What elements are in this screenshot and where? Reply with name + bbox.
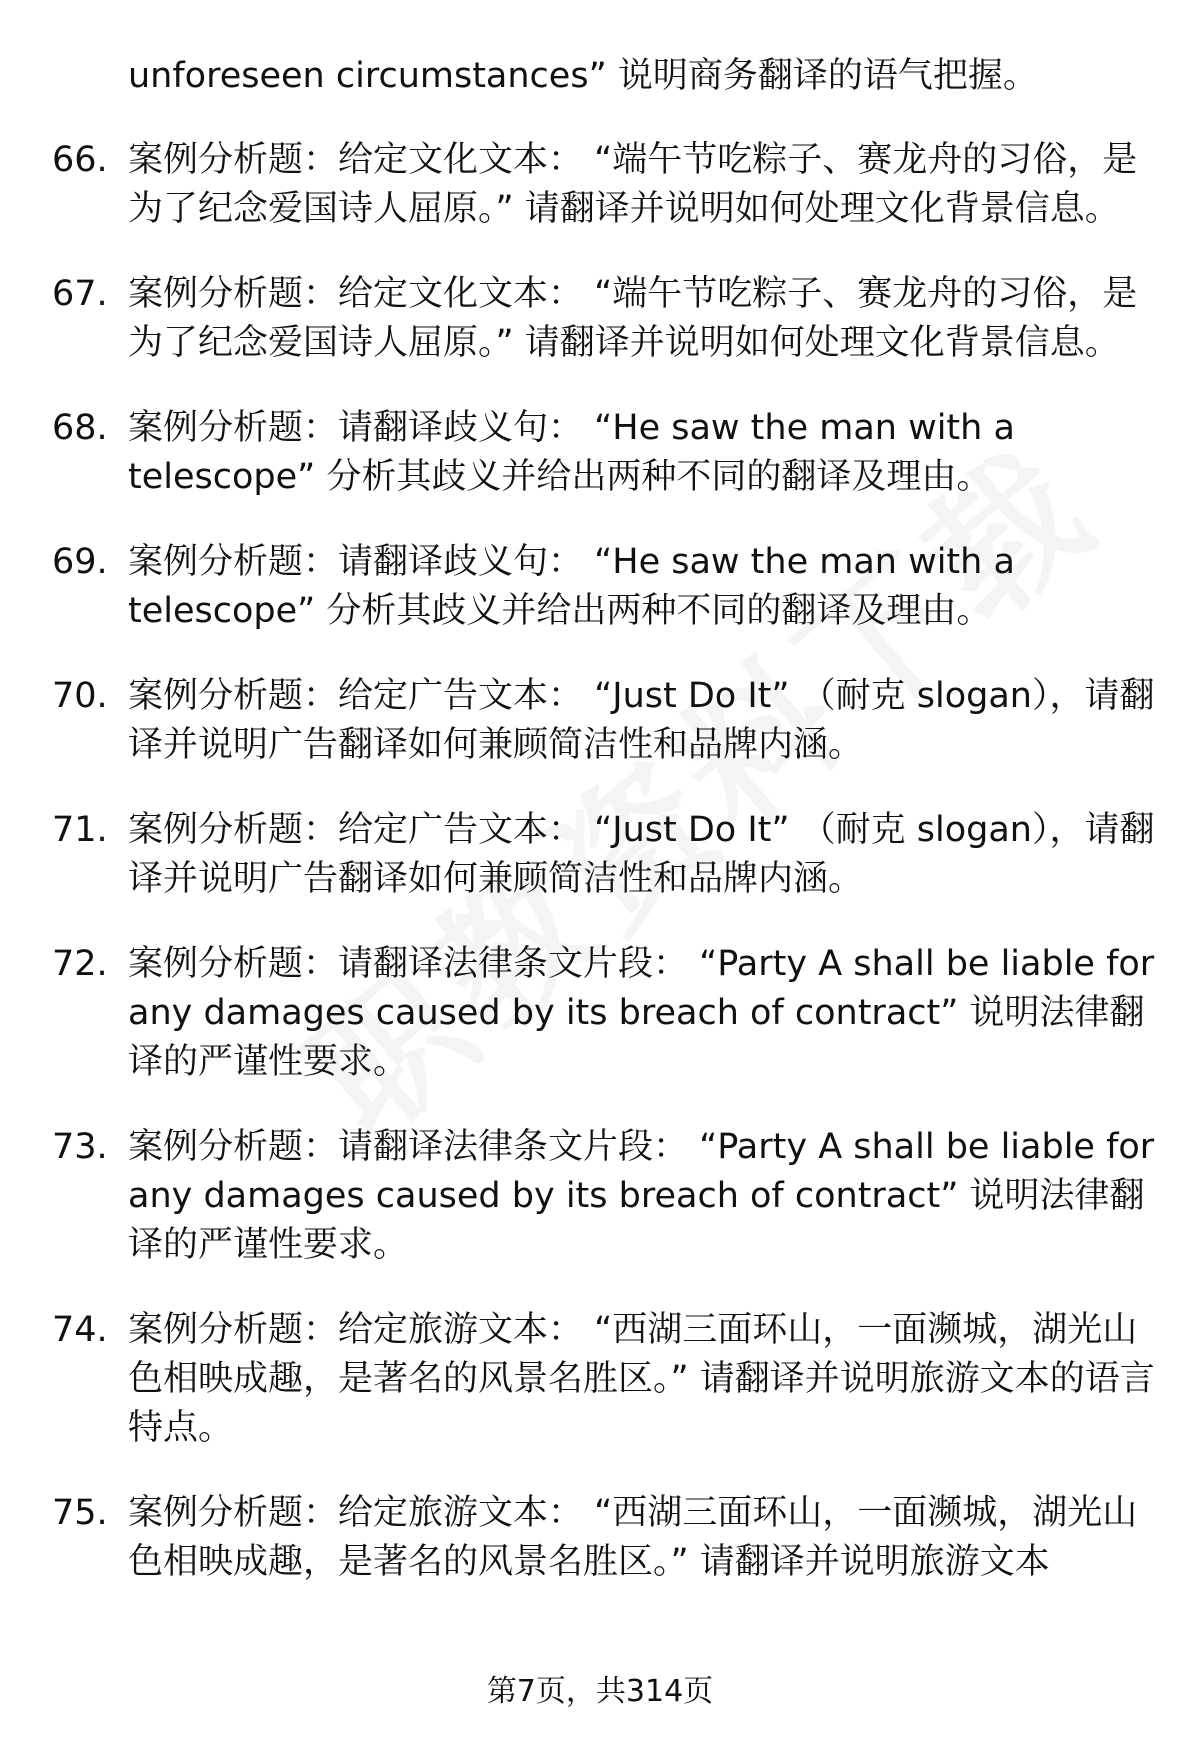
question-number: 72. xyxy=(52,944,108,984)
question-item xyxy=(52,940,1158,1087)
question-number: 66. xyxy=(52,140,108,180)
question-list xyxy=(0,52,1200,1623)
question-number: 68. xyxy=(52,408,108,448)
question-text: 案例分析题：给定旅游文本： “西湖三面环山，一面濒城，湖光山色相映成趣，是著名的风景名胜区。” 请翻译并说明旅游文本 xyxy=(128,1493,1138,1582)
question-number: 71. xyxy=(52,810,108,850)
continued-question-fragment: unforeseen circumstances” 说明商务翻译的语气把握。 xyxy=(128,56,1038,96)
question-item xyxy=(52,1123,1158,1270)
question-text: 案例分析题：请翻译法律条文片段： “Party A shall be liable for any damages caused by its breach of contract” 说明法律翻译的严谨性要求。 xyxy=(128,944,1155,1082)
question-item xyxy=(52,672,1158,770)
question-text: 案例分析题：请翻译法律条文片段： “Party A shall be liable for any damages caused by its breach of contract” 说明法律翻译的严谨性要求。 xyxy=(128,1127,1155,1265)
question-item xyxy=(52,404,1158,502)
question-item xyxy=(52,270,1158,368)
question-number: 74. xyxy=(52,1310,108,1350)
question-number: 73. xyxy=(52,1127,108,1167)
question-text: 案例分析题：给定旅游文本： “西湖三面环山，一面濒城，湖光山色相映成趣，是著名的风景名胜区。” 请翻译并说明旅游文本的语言特点。 xyxy=(128,1310,1155,1448)
question-number: 69. xyxy=(52,542,108,582)
question-text: 案例分析题：请翻译歧义句： “He saw the man with a telescope” 分析其歧义并给出两种不同的翻译及理由。 xyxy=(128,542,1015,631)
question-item xyxy=(52,538,1158,636)
question-number: 70. xyxy=(52,676,108,716)
question-text: 案例分析题：给定广告文本： “Just Do It” （耐克 slogan），请翻译并说明广告翻译如何兼顾简洁性和品牌内涵。 xyxy=(128,810,1155,899)
page-number-label: 第7页，共314页 xyxy=(486,1674,714,1709)
question-text: 案例分析题：给定广告文本： “Just Do It” （耐克 slogan），请翻译并说明广告翻译如何兼顾简洁性和品牌内涵。 xyxy=(128,676,1155,765)
page-footer xyxy=(0,1672,1200,1712)
question-item xyxy=(52,1489,1158,1587)
question-item xyxy=(52,1306,1158,1453)
question-text: 案例分析题：给定文化文本： “端午节吃粽子、赛龙舟的习俗，是为了纪念爱国诗人屈原。” 请翻译并说明如何处理文化背景信息。 xyxy=(128,274,1138,363)
question-text: 案例分析题：给定文化文本： “端午节吃粽子、赛龙舟的习俗，是为了纪念爱国诗人屈原。” 请翻译并说明如何处理文化背景信息。 xyxy=(128,140,1138,229)
question-number: 75. xyxy=(52,1493,108,1533)
question-number: 67. xyxy=(52,274,108,314)
question-item xyxy=(52,806,1158,904)
question-text: 案例分析题：请翻译歧义句： “He saw the man with a telescope” 分析其歧义并给出两种不同的翻译及理由。 xyxy=(128,408,1015,497)
question-item xyxy=(52,136,1158,234)
